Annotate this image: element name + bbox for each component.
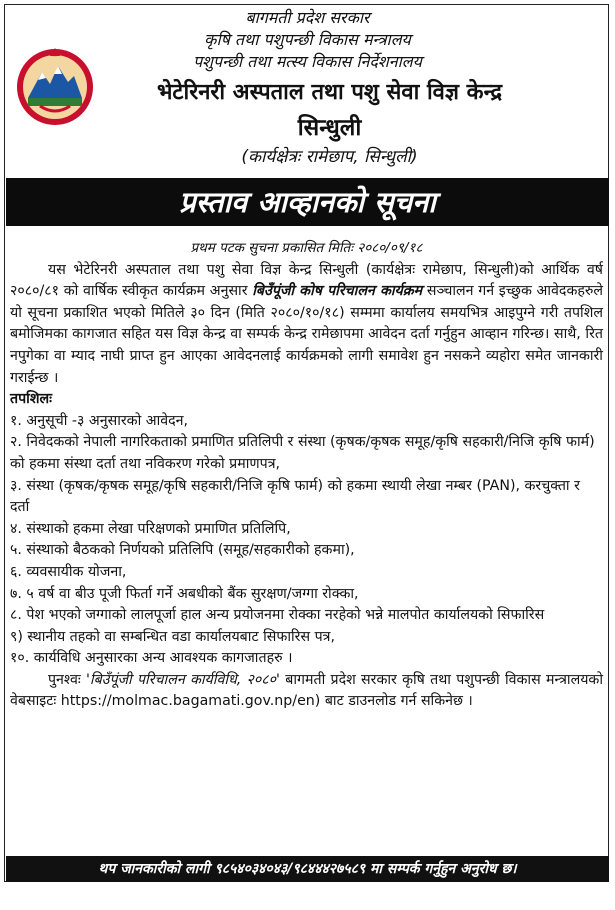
province-name: बागमती प्रदेश सरकार	[245, 8, 370, 27]
notice-title-banner	[6, 178, 609, 226]
notice-body	[10, 238, 603, 713]
closing-part-a: पुनश्वः	[48, 671, 86, 688]
list-item: ९) स्थानीय तहको वा सम्बन्धित वडा कार्यालयबाट सिफारिस पत्र,	[10, 628, 335, 645]
contact-footer	[6, 856, 609, 882]
list-item: ७. ५ वर्ष वा बीउ पूजी फिर्ता गर्ने अबधीको बैंक सुरक्षण/जग्गा रोक्का,	[10, 585, 359, 602]
ministry-name: कृषि तथा पशुपन्छी विकास मन्त्रालय	[204, 30, 411, 49]
program-name: बिउँपूंजी कोष परिचालन कार्यक्रम	[252, 283, 423, 300]
list-item: ८. पेश भएको जग्गाको लालपूर्जा हाल अन्य प्रयोजनमा रोक्का नरहेको भन्ने मालपोत कार्यालयको सिफारिस	[10, 607, 545, 624]
procedure-document-name: 'बिउँपूंजी परिचालन कार्यविधि, २०८०'	[86, 671, 280, 688]
list-item: ३. संस्था (कृषक/कृषक समूह/कृषि सहकारी/निजि कृषि फार्म) को हकमा स्थायी लेखा नम्बर (PAN), करचुक्ता र दर्ता	[10, 477, 580, 516]
list-item: १०. कार्यविधि अनुसारका अन्य आवश्यक कागजातहरु ।	[10, 650, 293, 667]
office-name: भेटेरिनरी अस्पताल तथा पशु सेवा विज्ञ केन्द्र	[156, 79, 503, 105]
list-item: ५. संस्थाको बैठकको निर्णयको प्रतिलिपि (समूह/सहकारीको हकमा),	[10, 542, 355, 559]
district-name: सिन्धुली	[297, 114, 362, 141]
details-label: तपशिलः	[10, 391, 52, 408]
paragraph-part-a: यस भेटेरिनरी अस्पताल तथा पशु सेवा विज्ञ केन्द्र सिन्धुली (कार्यक्षेत्रः रामेछाप, सिन्धुली)को आर्थिक वर्ष २०८०/८१ को वार्षिक स्वीकृत कार्यक्रम अनुसार	[10, 261, 604, 300]
contact-text: थप जानकारीको लागी ९८५४०३४०४३/९८४४४२७५८९ मा सम्पर्क गर्नुहुन अनुरोध छ।	[98, 861, 517, 877]
list-item: ४. संस्थाको हकमा लेखा परिक्षणको प्रमाणित प्रतिलिपि,	[10, 520, 291, 537]
directorate-name: पशुपन्छी तथा मत्स्य विकास निर्देशनालय	[193, 52, 422, 71]
paragraph-part-b: सञ्चालन गर्न इच्छुक आवेदकहरुले यो सूचना प्रकाशित भएको मितिले ३० दिन (मिति २०८०/१०/१८) सम्ममा कार्यालय समयभित्र आइपुग्ने गरी तपशिल बमोजिमका कागजात सहित यस विज्ञ केन्द्र वा सम्पर्क केन्द्र रामेछापमा आवेदन दर्ता गर्नुहुन आव्हान गरिन्छ। साथै, रित नपुगेका वा म्याद नाघी प्राप्त हुन आएका आवेदनलाई कार्यक्रमको लागी समावेश हुन नसकने व्यहोरा समेत जानकारी गराईन्छ ।	[10, 283, 603, 386]
notice-title: प्रस्ताव आव्हानको सूचना	[179, 185, 436, 219]
jurisdiction: (कार्यक्षेत्रः रामेछाप, सिन्धुली)	[241, 147, 418, 167]
closing-part-b: बागमती प्रदेश सरकार कृषि तथा पशुपन्छी विकास मन्त्रालयको वेबसाइटः https://molmac.bagamati.gov.np/en) बाट डाउनलोड गर्न सकिनेछ ।	[10, 671, 603, 710]
main-paragraph	[10, 260, 603, 390]
list-item: ६. व्यवसायीक योजना,	[10, 563, 127, 580]
publish-date: प्रथम पटक सुचना प्रकासित मितिः २०८०/०९/१८	[190, 240, 423, 256]
list-item: २. निवेदकको नेपाली नागरिकताको प्रमाणित प्रतिलिपी र संस्था (कृषक/कृषक समूह/कृषि सहकारी/निजि कृषि फार्म) को हकमा संस्था दर्ता तथा नविकरण गरेको प्रमाणपत्र,	[10, 434, 595, 472]
closing-paragraph	[10, 670, 603, 713]
list-item: १. अनुसूची -३ अनुसारको आवेदन,	[10, 412, 189, 429]
